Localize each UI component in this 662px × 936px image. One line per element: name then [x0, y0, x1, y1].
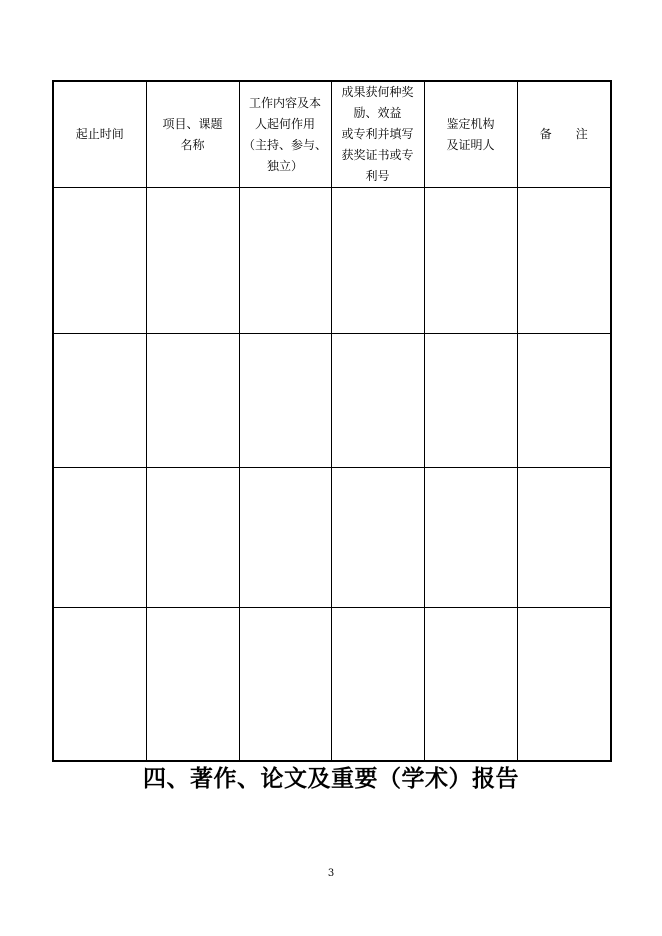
section-title: 四、著作、论文及重要（学术）报告 — [143, 765, 519, 792]
header-appraisal-certifier: 鉴定机构 及证明人 — [424, 81, 517, 188]
table-cell[interactable] — [331, 334, 424, 468]
table-cell[interactable] — [517, 188, 611, 334]
table-cell[interactable] — [146, 188, 239, 334]
table-cell[interactable] — [331, 188, 424, 334]
achievement-table — [52, 80, 612, 762]
table-row — [53, 608, 611, 761]
table-row — [53, 468, 611, 608]
header-project-name: 项目、课题 名称 — [146, 81, 239, 188]
table-cell[interactable] — [146, 468, 239, 608]
table-row — [53, 188, 611, 334]
table-cell[interactable] — [424, 468, 517, 608]
table-cell[interactable] — [53, 334, 146, 468]
table-cell[interactable] — [424, 334, 517, 468]
table-cell[interactable] — [53, 608, 146, 761]
table-cell[interactable] — [146, 334, 239, 468]
header-work-role: 工作内容及本 人起何作用 （主持、参与、 独立） — [239, 81, 331, 188]
table-cell[interactable] — [331, 608, 424, 761]
table-cell[interactable] — [517, 468, 611, 608]
header-remarks: 备 注 — [517, 81, 611, 188]
table-cell[interactable] — [239, 334, 331, 468]
table-cell[interactable] — [331, 468, 424, 608]
table-header-row — [53, 81, 611, 188]
table-cell[interactable] — [239, 608, 331, 761]
table-cell[interactable] — [53, 468, 146, 608]
table-cell[interactable] — [146, 608, 239, 761]
page-number: 3 — [327, 868, 335, 879]
header-award-patent: 成果获何种奖 励、效益 或专利并填写 获奖证书或专 利号 — [331, 81, 424, 188]
header-start-end-time: 起止时间 — [53, 81, 146, 188]
table-row — [53, 334, 611, 468]
table-cell[interactable] — [53, 188, 146, 334]
table-cell[interactable] — [239, 468, 331, 608]
table-cell[interactable] — [517, 334, 611, 468]
table-cell[interactable] — [517, 608, 611, 761]
table-cell[interactable] — [424, 188, 517, 334]
table-cell[interactable] — [424, 608, 517, 761]
table-cell[interactable] — [239, 188, 331, 334]
